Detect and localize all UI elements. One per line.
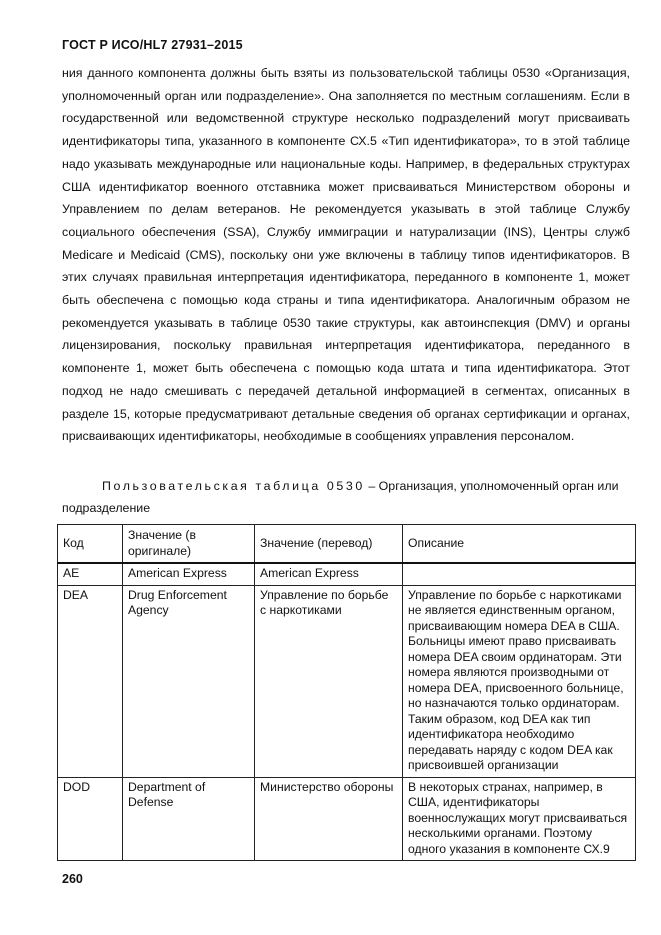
organization-table	[57, 524, 636, 861]
cell-original: American Express	[123, 563, 255, 585]
table-row	[58, 563, 636, 585]
table-caption-title: Организация, уполномоченный орган или подразделение	[62, 479, 619, 515]
header-original: Значение (в оригинале)	[123, 525, 255, 564]
cell-translation: Министерство обороны	[255, 777, 403, 861]
cell-translation: American Express	[255, 563, 403, 585]
header-code: Код	[58, 525, 123, 564]
document-header: ГОСТ Р ИСО/HL7 27931–2015	[62, 38, 243, 52]
cell-description: Управление по борьбе с наркотиками не является единственным органом, присваивающим номера DEA в США. Больницы имеют право присваивать номера DEA своим ординаторам. Эти номера являются производными от номера DEA, присвоенного больнице, но назначаются только ординаторам. Таким образом, код DEA как тип идентификатора необходимо передавать наряду с кодом DEA как присвоившей организации	[403, 585, 636, 777]
cell-description	[403, 563, 636, 585]
cell-code: AE	[58, 563, 123, 585]
cell-code: DEA	[58, 585, 123, 777]
table-caption-label: Пользовательская таблица 0530	[102, 479, 365, 493]
table-row	[58, 585, 636, 777]
cell-original: Drug Enforcement Agency	[123, 585, 255, 777]
cell-code: DOD	[58, 777, 123, 861]
header-description: Описание	[403, 525, 636, 564]
cell-translation: Управление по борьбе с наркотиками	[255, 585, 403, 777]
cell-original: Department of Defense	[123, 777, 255, 861]
table-row	[58, 777, 636, 861]
body-paragraph: ния данного компонента должны быть взяты из пользовательской таблицы 0530 «Организация, уполномоченный орган или подразделение». Она заполняется по местным соглашениям. Если в государственной или ведомственной структуре несколько подразделений могут присваивать идентификаторы типа, указанного в компоненте СХ.5 «Тип идентификатора», то в этой таблице надо указывать международные или национальные коды. Например, в федеральных структурах США идентификатор военного отставника может присваиваться Министерством обороны и Управлением по делам ветеранов. Не рекомендуется указывать в этой таблице Службу социального обеспечения (SSA), Службу иммиграции и натурализации (INS), Центры служб Medicare и Medicaid (CMS), поскольку они уже включены в таблицу типов идентификаторов. В этих случаях правильная интерпретация идентификатора, переданного в компоненте 1, может быть обеспечена с помощью кода страны и типа идентификатора. Аналогичным образом не рекомендуется указывать в таблице 0530 такие структуры, как автоинспекция (DMV) и органы лицензирования, поскольку правильная интерпретация идентификатора, переданного в компоненте 1, может быть обеспечена с помощью кода штата и типа идентификатора. Этот подход не надо смешивать с передачей детальной информацией в сегментах, описанных в разделе 15, которые предусматривают детальные сведения об органах сертификации и органах, присваивающих идентификаторы, необходимые в сообщениях управления персоналом.	[62, 66, 630, 444]
table-caption-dash: –	[368, 479, 376, 493]
table-caption	[62, 475, 630, 519]
header-translation: Значение (перевод)	[255, 525, 403, 564]
cell-description: В некоторых странах, например, в США, идентификаторы военнослужащих могут присваиваться несколькими органами. Поэтому одного указания в компоненте СХ.9	[403, 777, 636, 861]
page-number: 260	[62, 872, 83, 886]
table-header-row	[58, 525, 636, 564]
